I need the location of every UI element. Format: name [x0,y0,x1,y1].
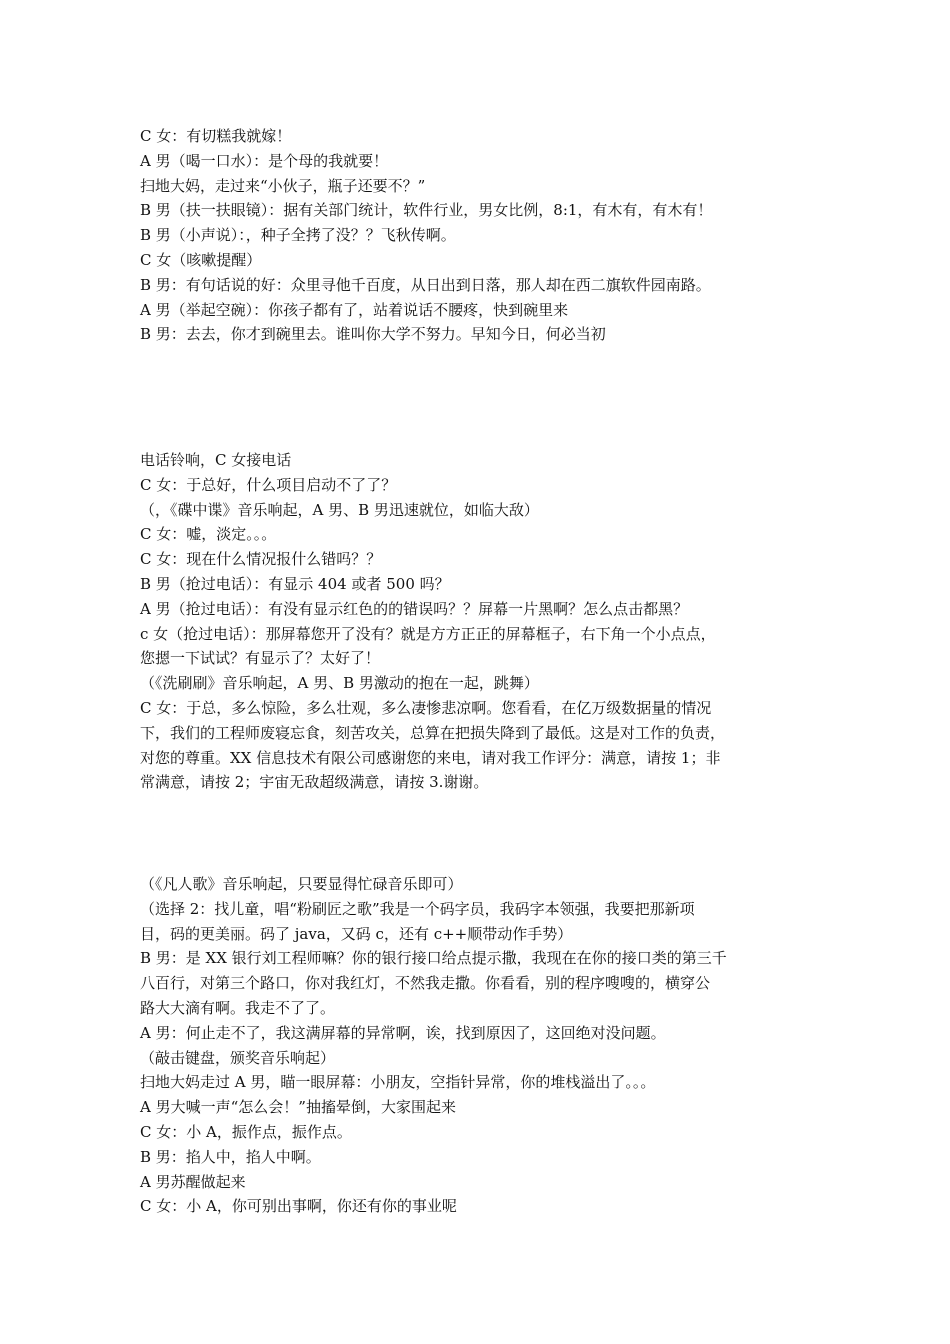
dialogue-line: 八百行，对第三个路口，你对我红灯，不然我走撒。你看看，别的程序嗖嗖的，横穿公 [140,974,711,993]
dialogue-line: C 女：嘘，淡定。。。 [140,525,277,544]
stage-direction: A 男大喊一声“怎么会！”抽搐晕倒，大家围起来 [140,1098,456,1117]
stage-direction: C 女（咳嗽提醒） [140,250,262,269]
dialogue-line: 路大大滴有啊。我走不了了。 [140,998,336,1017]
dialogue-line: C 女：于总好，什么项目启动不了了？ [140,475,397,494]
stage-direction: A 男苏醒做起来 [140,1172,246,1191]
stage-direction: 目，码的更美丽。码了 java，又码 c，还有 c++顺带动作手势） [140,924,573,943]
dialogue-line: A 男（抢过电话）：有没有显示红色的的错误吗？？屏幕一片黑啊？怎么点击都黑？ [140,599,689,618]
stage-direction: 电话铃响，C 女接电话 [140,451,292,469]
dialogue-line: 对您的尊重。XX 信息技术有限公司感谢您的来电，请对我工作评分：满意，请按 1；非 [140,748,721,767]
dialogue-line: C 女：小 A，你可别出事啊，你还有你的事业呢 [140,1197,457,1216]
dialogue-line: c 女（抢过电话）：那屏幕您开了没有？就是方方正正的屏幕框子，右下角一个小点点， [140,624,716,643]
script-section-1 [140,124,812,347]
script-section-2 [140,448,812,795]
dialogue-line: B 男（小声说）：，种子全拷了没？？飞秋传啊。 [140,226,456,245]
script-section-3 [140,872,812,1219]
dialogue-line: B 男（扶一扶眼镜）：据有关部门统计，软件行业，男女比例，8:1，有木有，有木有！ [140,201,713,220]
stage-direction: （《凡人歌》音乐响起，只要显得忙碌音乐即可） [140,875,463,893]
dialogue-line: C 女：小 A，振作点，振作点。 [140,1122,352,1141]
stage-direction: （《洗刷刷》音乐响起，A 男、B 男激动的抱在一起，跳舞） [140,674,539,693]
dialogue-line: B 男：有句话说的好：众里寻他千百度，从日出到日落，那人却在西二旗软件园南路。 [140,275,711,294]
dialogue-line: A 男（喝一口水）：是个母的我就要！ [140,151,389,170]
dialogue-line: B 男：是 XX 银行刘工程师嘛？你的银行接口给点提示撒，我现在在你的接口类的第三千 [140,949,727,968]
dialogue-line: C 女：现在什么情况报什么错吗？？ [140,550,382,569]
stage-direction: （，《碟中谍》音乐响起，A 男、B 男迅速就位，如临大敌） [140,500,539,519]
dialogue-line: B 男：去去，你才到碗里去。谁叫你大学不努力。早知今日，何必当初 [140,325,606,344]
stage-direction: （敲击键盘，颁奖音乐响起） [140,1048,336,1067]
dialogue-line: B 男（抢过电话）：有显示 404 或者 500 吗？ [140,574,450,593]
dialogue-line: 扫地大妈，走过来“小伙子，瓶子还要不？” [140,176,426,195]
dialogue-line: 下，我们的工程师废寝忘食，刻苦攻关，总算在把损失降到了最低。这是对工作的负责， [140,723,726,742]
dialogue-line: C 女：有切糕我就嫁！ [140,127,292,145]
dialogue-line: A 男（举起空碗）：你孩子都有了，站着说话不腰疼，快到碗里来 [140,300,569,319]
dialogue-line: A 男：何止走不了，我这满屏幕的异常啊，诶，找到原因了，这回绝对没问题。 [140,1023,666,1042]
dialogue-line: C 女：于总，多么惊险，多么壮观，多么凄惨悲凉啊。您看看，在亿万级数据量的情况 [140,698,712,717]
dialogue-line: 常满意，请按 2；宇宙无敌超级满意，请按 3.谢谢。 [140,773,489,792]
dialogue-line: B 男：掐人中，掐人中啊。 [140,1147,321,1166]
dialogue-line: 您摁一下试试？有显示了？太好了！ [140,649,381,668]
dialogue-line: 扫地大妈走过 A 男，瞄一眼屏幕：小朋友，空指针异常，你的堆栈溢出了。。。 [140,1073,656,1092]
stage-direction: （选择 2：找儿童，唱“粉刷匠之歌”我是一个码字员，我码字本领强，我要把那新项 [140,899,695,918]
